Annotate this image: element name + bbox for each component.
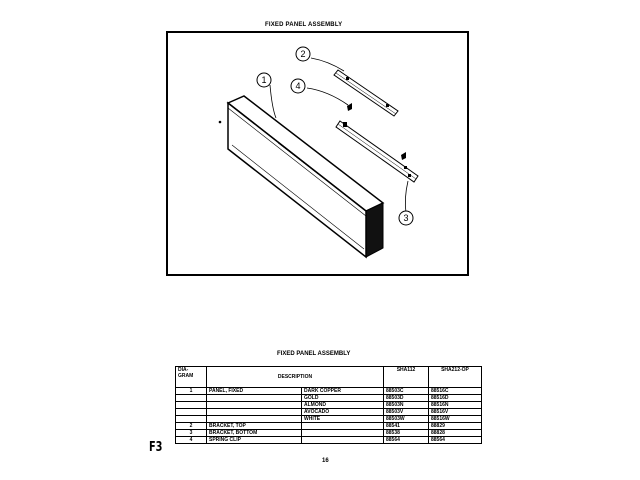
cell-variant: GOLD: [302, 395, 384, 402]
header-sha112: SHA112: [384, 367, 429, 388]
cell-b: 88564: [429, 437, 482, 444]
top-bracket-drawing: [334, 70, 398, 116]
cell-variant: [302, 423, 384, 430]
fixed-panel-drawing: [228, 96, 383, 257]
cell-description: [207, 416, 302, 423]
cell-diagram: 1: [176, 388, 207, 395]
cell-b: 88516V: [429, 409, 482, 416]
cell-diagram: 2: [176, 423, 207, 430]
cell-a: 88564: [384, 437, 429, 444]
table-row: [176, 430, 482, 437]
cell-description: BRACKET, TOP: [207, 423, 302, 430]
svg-text:2: 2: [300, 49, 306, 59]
cell-a: 88503C: [384, 388, 429, 395]
callout-3: [399, 211, 413, 225]
cell-b: 88516N: [429, 402, 482, 409]
cell-diagram: [176, 402, 207, 409]
cell-variant: DARK COPPER: [302, 388, 384, 395]
parts-table: [175, 366, 482, 444]
table-header-row: [176, 367, 482, 388]
header-description: DESCRIPTION: [207, 367, 384, 388]
parts-table-body: [176, 388, 482, 444]
cell-description: SPRING CLIP: [207, 437, 302, 444]
cell-b: 88516W: [429, 416, 482, 423]
svg-text:1: 1: [261, 75, 267, 85]
cell-a: 88503D: [384, 395, 429, 402]
exploded-diagram-frame: [166, 31, 469, 276]
cell-diagram: [176, 409, 207, 416]
cell-diagram: [176, 395, 207, 402]
table-row: [176, 423, 482, 430]
callout-4: [291, 79, 305, 93]
cell-variant: WHITE: [302, 416, 384, 423]
table-row: [176, 437, 482, 444]
cell-diagram: [176, 416, 207, 423]
cell-diagram: 3: [176, 430, 207, 437]
table-row: [176, 395, 482, 402]
exploded-diagram: [168, 33, 467, 274]
cell-description: [207, 409, 302, 416]
cell-b: 88829: [429, 423, 482, 430]
callout-2: [296, 47, 310, 61]
cell-diagram: 4: [176, 437, 207, 444]
callout-1: [257, 73, 271, 87]
cell-a: 88503N: [384, 402, 429, 409]
table-row: [176, 416, 482, 423]
table-row: [176, 388, 482, 395]
cell-b: 88516D: [429, 395, 482, 402]
cell-a: 88541: [384, 423, 429, 430]
section-code: F3: [149, 440, 163, 455]
table-row: [176, 409, 482, 416]
cell-a: 88503W: [384, 416, 429, 423]
cell-description: PANEL, FIXED: [207, 388, 302, 395]
cell-b: 88516C: [429, 388, 482, 395]
cell-description: BRACKET, BOTTOM: [207, 430, 302, 437]
cell-description: [207, 395, 302, 402]
cell-a: 88503V: [384, 409, 429, 416]
parts-table-title: FIXED PANEL ASSEMBLY: [277, 351, 351, 357]
svg-text:4: 4: [295, 81, 301, 91]
cell-variant: AVOCADO: [302, 409, 384, 416]
header-sha212-op: SHA212-OP: [429, 367, 482, 388]
table-row: [176, 402, 482, 409]
header-diagram: DIA- GRAM: [176, 367, 207, 388]
cell-a: 88538: [384, 430, 429, 437]
bottom-bracket-drawing: [336, 121, 418, 182]
cell-variant: ALMOND: [302, 402, 384, 409]
page-title: FIXED PANEL ASSEMBLY: [265, 22, 343, 28]
cell-variant: [302, 430, 384, 437]
cell-b: 88828: [429, 430, 482, 437]
cell-variant: [302, 437, 384, 444]
svg-text:3: 3: [403, 213, 409, 223]
cell-description: [207, 402, 302, 409]
page-number: 16: [322, 458, 329, 464]
